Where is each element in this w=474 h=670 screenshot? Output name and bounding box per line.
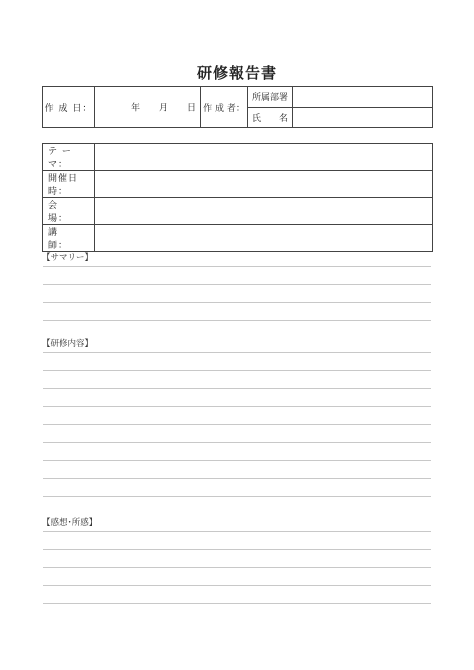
summary-line[interactable] (43, 320, 431, 321)
lecturer-label: 講 師： (43, 225, 95, 252)
year-label: 年 (131, 103, 141, 114)
impressions-line[interactable] (43, 585, 431, 586)
content-line[interactable] (43, 406, 431, 407)
impressions-line[interactable] (43, 549, 431, 550)
created-date-field[interactable] (95, 87, 201, 128)
content-line[interactable] (43, 424, 431, 425)
datetime-field[interactable] (95, 171, 433, 198)
theme-label: テ ー マ： (43, 144, 95, 171)
content-line[interactable] (43, 442, 431, 443)
venue-field[interactable] (95, 198, 433, 225)
content-line[interactable] (43, 352, 431, 353)
impressions-line[interactable] (43, 567, 431, 568)
summary-line[interactable] (43, 266, 431, 267)
month-label: 月 (159, 103, 169, 114)
impressions-heading: 【感想･所感】 (42, 518, 98, 528)
content-line[interactable] (43, 388, 431, 389)
header-table (42, 86, 433, 128)
content-line[interactable] (43, 478, 431, 479)
table-row (43, 171, 433, 198)
document-title: 研修報告書 (196, 64, 277, 82)
content-line[interactable] (43, 496, 431, 497)
venue-label: 会 場： (43, 198, 95, 225)
lecturer-field[interactable] (95, 225, 433, 252)
content-heading: 【研修内容】 (42, 339, 94, 349)
impressions-line[interactable] (43, 531, 431, 532)
department-label: 所属部署 (248, 87, 293, 108)
content-line[interactable] (43, 460, 431, 461)
name-label: 氏 名 (248, 107, 293, 128)
table-row (43, 225, 433, 252)
department-field[interactable] (293, 87, 433, 108)
created-date-label: 作 成 日： (43, 87, 95, 128)
content-line[interactable] (43, 370, 431, 371)
summary-line[interactable] (43, 284, 431, 285)
summary-heading: 【サマリー】 (42, 253, 94, 263)
summary-line[interactable] (43, 302, 431, 303)
name-field[interactable] (293, 107, 433, 128)
details-table (42, 143, 433, 252)
table-row (43, 198, 433, 225)
table-row (43, 144, 433, 171)
theme-field[interactable] (95, 144, 433, 171)
author-label: 作 成 者： (201, 87, 248, 128)
impressions-line[interactable] (43, 603, 431, 604)
datetime-label: 開催日時： (43, 171, 95, 198)
day-label: 日 (187, 103, 197, 114)
